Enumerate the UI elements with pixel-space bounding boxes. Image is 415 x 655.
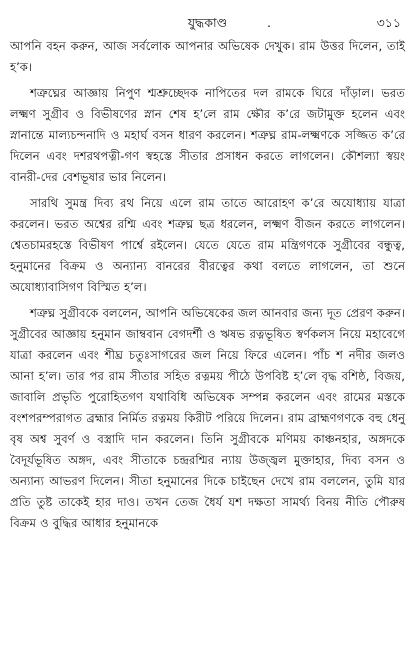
paragraph-2: শত্রুঘ্নের আজ্ঞায় নিপুণ শ্মশ্রুচ্ছেদক নাপিতের দল রামকে ঘিরে দাঁড়াল। ভরত লক্ষ্মণ সুগ্রীব ও বিভীষণের স্নান শেষ হ’লে রাম ক্ষৌর ক’রে জটামুক্ত হলেন এবং স্নানান্তে মাল্যচন্দনাদি ও মহার্ঘ বসন ধারণ করলেন। শত্রুঘ্ন রাম-লক্ষ্মণকে সজ্জিত ক’রে দিলেন এবং দশরথপত্নী-গণ স্বহস্তে সীতার প্রসাধন করতে লাগলেন। কৌশল্যা স্বয়ং বানরী-দের বেশভূষার ভার নিলেন। <box>10 86 405 184</box>
chapter-title: যুদ্ধকাণ্ড <box>187 15 228 30</box>
page-number: ৩১১ <box>376 15 401 30</box>
running-header <box>10 12 405 34</box>
paragraph-1: আপনি বহন করুন, আজ সর্বলোক আপনার অভিষেক দেখুক। রাম উত্তর দিলেন, তাই হ’ক। <box>10 39 405 74</box>
header-mark: . <box>267 15 271 30</box>
page-body <box>10 36 405 534</box>
paragraph-3: সারথি সুমন্ত্র দিব্য রথ নিয়ে এলে রাম তাতে আরোহণ ক’রে অযোধ্যায় যাত্রা করলেন। ভরত অশ্বের রশ্মি এবং শত্রুঘ্ন ছত্র ধরলেন, লক্ষ্মণ বীজন করতে লাগলেন। শ্বেতচামরহস্তে বিভীষণ পার্শ্বে রইলেন। যেতে যেতে রাম মন্ত্রিগণকে সুগ্রীবের বন্ধুত্ব, হনুমানের বিক্রম ও অন্যান্য বানরের বীরত্বের কথা বলতে লাগলেন, তা শুনে অযোধ্যাবাসিগণ বিস্মিত হ’ল। <box>10 196 405 294</box>
paragraph-4: শত্রুঘ্ন সুগ্রীবকে বললেন, আপনি অভিষেকের জল আনবার জন্য দূত প্রেরণ করুন। সুগ্রীবের আজ্ঞায় হনুমান জাম্ববান বেগদর্শী ও ঋষভ রত্নভূষিত স্বর্ণকলস নিয়ে মহাবেগে যাত্রা করলেন এবং শীঘ্র চতুঃসাগরের জল নিয়ে ফিরে এলেন। পাঁচ শ নদীর জলও আনা হ’ল। তার পর রাম সীতার সহিত রত্নময় পীঠে উপবিষ্ট হ’লে বৃদ্ধ বশিষ্ঠ, বিজয়, জাবালি প্রভৃতি পুরোহিতগণ যথাবিধি অভিষেক সম্পন্ন করলেন এবং রামের মস্তকে বংশপরম্পরাগত ব্রহ্মার নির্মিত রত্নময় কিরীট পরিয়ে দিলেন। রাম ব্রাহ্মণগণকে বহু ধেনু বৃষ অশ্ব সুবর্ণ ও বস্ত্রাদি দান করলেন। তিনি সুগ্রীবকে মণিময় কাঞ্চনহার, অঙ্গদকে বৈদূর্যভূষিত অঙ্গদ, এবং সীতাকে চন্দ্ররশ্মির ন্যায় উজ্জ্বল মুক্তাহার, দিব্য বসন ও অন্যান্য আভরণ দিলেন। সীতা হনুমানের দিকে চাইছেন দেখে রাম বললেন, তুমি যার প্রতি তুষ্ট তাকেই হার দাও। তখন তেজ ধৈর্য যশ দক্ষতা সামর্থ্য বিনয় নীতি পৌরুষ বিক্রম ও বুদ্ধির আধার হনুমানকে <box>10 306 405 530</box>
